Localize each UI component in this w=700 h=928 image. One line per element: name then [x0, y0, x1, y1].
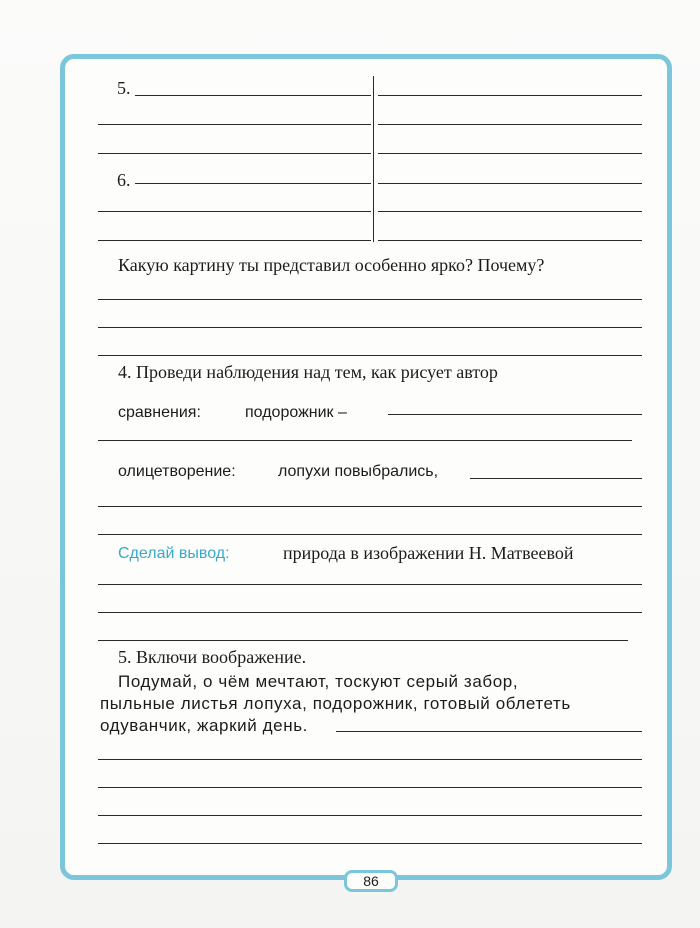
answer-line[interactable]: [378, 124, 642, 125]
task4-heading: 4. Проведи наблюдения над тем, как рисует автор: [118, 362, 498, 382]
task5-line-1: Подумай, о чём мечтают, тоскуют серый забор,: [118, 672, 519, 691]
answer-line[interactable]: [98, 153, 371, 154]
answer-line[interactable]: [98, 211, 371, 212]
answer-line[interactable]: [98, 534, 642, 535]
conclusion-label: Сделай вывод:: [118, 545, 230, 562]
answer-line[interactable]: [336, 731, 642, 732]
answer-line[interactable]: [378, 95, 642, 96]
answer-line[interactable]: [135, 183, 371, 184]
answer-line[interactable]: [98, 506, 642, 507]
answer-line[interactable]: [98, 299, 642, 300]
task5-line-3: одуванчик, жаркий день.: [100, 716, 308, 735]
answer-line[interactable]: [98, 787, 642, 788]
comparisons-text: подорожник –: [245, 404, 347, 421]
answer-line[interactable]: [98, 815, 642, 816]
personification-text: лопухи повыбрались,: [278, 463, 439, 480]
task5-heading: 5. Включи воображение.: [118, 647, 307, 667]
table-divider: [373, 76, 374, 242]
comparisons-label: сравнения:: [118, 404, 201, 421]
answer-line[interactable]: [98, 759, 642, 760]
personification-label: олицетворение:: [118, 463, 236, 480]
answer-line[interactable]: [378, 153, 642, 154]
answer-line[interactable]: [98, 640, 628, 641]
answer-line[interactable]: [98, 584, 642, 585]
conclusion-text: природа в изображении Н. Матвеевой: [283, 543, 574, 563]
task5-line-2: пыльные листья лопуха, подорожник, готовый облететь: [100, 694, 571, 713]
answer-line[interactable]: [135, 95, 371, 96]
answer-line[interactable]: [98, 124, 371, 125]
answer-line[interactable]: [98, 327, 642, 328]
answer-line[interactable]: [388, 414, 642, 415]
answer-line[interactable]: [98, 240, 371, 241]
answer-line[interactable]: [378, 240, 642, 241]
answer-line[interactable]: [98, 440, 632, 441]
answer-line[interactable]: [98, 612, 642, 613]
answer-line[interactable]: [98, 843, 642, 844]
item-number-6: 6.: [117, 170, 131, 190]
answer-line[interactable]: [98, 355, 642, 356]
answer-line[interactable]: [470, 478, 642, 479]
answer-line[interactable]: [378, 183, 642, 184]
answer-line[interactable]: [378, 211, 642, 212]
page-number: 86: [344, 870, 398, 892]
question-text: Какую картину ты представил особенно ярко? Почему?: [118, 255, 545, 275]
item-number-5: 5.: [117, 78, 131, 98]
